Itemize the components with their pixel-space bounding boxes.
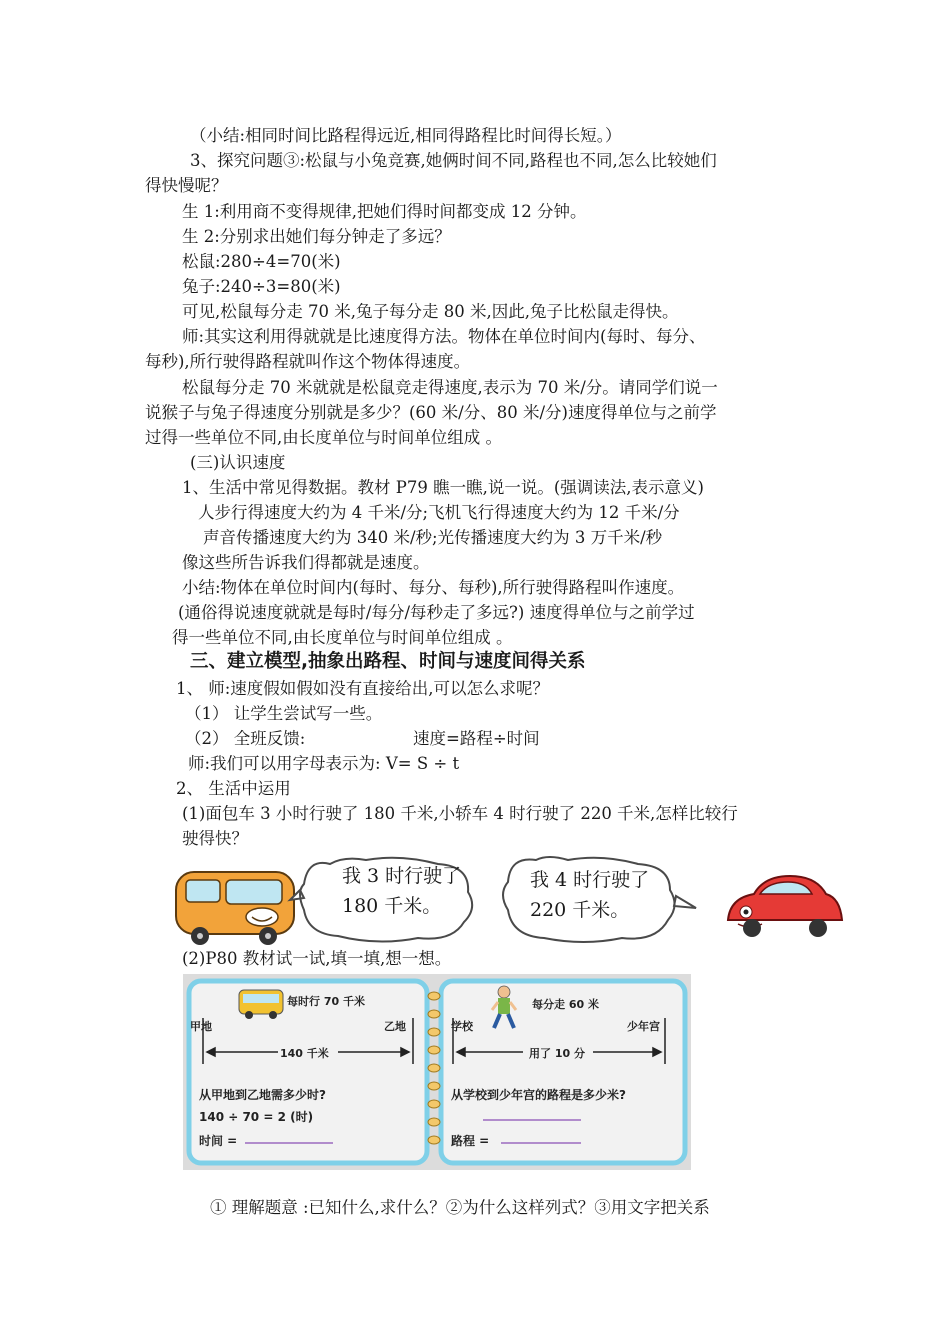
problem-3-line: 3、探究问题③:松鼠与小兔竞赛,她俩时间不同,路程也不同,怎么比较她们 <box>190 151 717 170</box>
textbook-try-line: (2)P80 教材试一试,填一填,想一想。 <box>182 949 452 968</box>
step-2-line: （2） 全班反馈: <box>185 729 306 748</box>
left-equation: 140 ÷ 70 = 2 (时) <box>199 1110 314 1124</box>
section-heading-model: 三、建立模型,抽象出路程、时间与速度间得关系 <box>190 651 586 672</box>
conclusion-line: 可见,松鼠每分走 70 米,兔子每分走 80 米,因此,兔子比松鼠走得快。 <box>182 302 679 321</box>
letter-formula-line: 师:我们可以用字母表示为: V= S ÷ t <box>188 754 460 773</box>
teacher-line-cont: 每秒),所行驶得路程就叫作这个物体得速度。 <box>145 352 471 371</box>
bus-car-problem: (1)面包车 3 小时行驶了 180 千米,小轿车 4 时行驶了 220 千米,怎样比较行 <box>182 804 738 823</box>
right-from-label: 学校 <box>451 1020 473 1033</box>
left-to-label: 乙地 <box>384 1020 406 1033</box>
problem-3-cont: 得快慢呢？ <box>145 176 228 195</box>
right-duration-label: 用了 10 分 <box>529 1047 585 1060</box>
teacher-question-line: 1、 师:速度假如假如没有直接给出,可以怎么求呢？ <box>176 679 550 698</box>
right-question: 从学校到少年宫的路程是多少米? <box>451 1088 626 1102</box>
textbook-figure <box>183 974 691 1170</box>
left-bubble-line-1: 我 3 时行驶了 <box>342 865 462 887</box>
walk-speed-line: 人步行得速度大约为 4 千米/分;飞机飞行得速度大约为 12 千米/分 <box>198 503 680 522</box>
right-speed-label: 每分走 60 米 <box>532 998 599 1011</box>
sound-speed-line: 声音传播速度大约为 340 米/秒;光传播速度大约为 3 万千米/秒 <box>203 528 663 547</box>
popular-definition: (通俗得说速度就就是每时/每分/每秒走了多远?) 速度得单位与之前学过 <box>178 603 695 622</box>
car-image <box>728 876 842 937</box>
binding-rings <box>428 992 440 1144</box>
speed-statement: 像这些所告诉我们得都就是速度。 <box>182 553 430 572</box>
speed-question-line: 说猴子与兔子得速度分别就是多少？(60 米/分、80 米/分)速度得单位与之前学 <box>145 403 717 422</box>
section-know-speed: (三)认识速度 <box>190 453 286 472</box>
popular-definition-cont: 得一些单位不同,由长度单位与时间单位组成 。 <box>172 628 513 647</box>
student-1-line: 生 1:利用商不变得规律,把她们得时间都变成 12 分钟。 <box>182 202 587 221</box>
left-bubble-line-2: 180 千米。 <box>342 895 442 917</box>
rabbit-calc: 兔子:240÷3=80(米) <box>182 277 341 296</box>
left-distance-label: 140 千米 <box>280 1047 329 1060</box>
student-2-line: 生 2:分别求出她们每分钟走了多远？ <box>182 227 451 246</box>
bus-image <box>176 872 294 945</box>
right-bubble-line-2: 220 千米。 <box>530 899 630 921</box>
left-from-label: 甲地 <box>190 1020 212 1033</box>
speed-formula: 速度=路程÷时间 <box>413 729 540 748</box>
right-to-label: 少年宫 <box>627 1020 660 1033</box>
common-data-line: 1、生活中常见得数据。教材 P79 瞧一瞧,说一说。(强调读法,表示意义) <box>182 478 704 497</box>
speed-summary: 小结:物体在单位时间内(每时、每分、每秒),所行驶得路程叫作速度。 <box>182 578 685 597</box>
squirrel-speed-line: 松鼠每分走 70 米就就是松鼠竞走得速度,表示为 70 米/分。请同学们说一 <box>182 378 718 397</box>
bus-car-problem-cont: 驶得快？ <box>182 829 248 848</box>
understanding-line: ① 理解题意 :已知什么,求什么？②为什么这样列式？③用文字把关系 <box>210 1198 710 1217</box>
right-answer-label: 路程 = <box>451 1134 490 1148</box>
bus-car-illustration <box>0 850 950 950</box>
summary-line: （小结:相同时间比路程得远近,相同得路程比时间得长短。） <box>190 126 622 145</box>
left-speed-label: 每时行 70 千米 <box>287 995 365 1008</box>
right-bubble-line-1: 我 4 时行驶了 <box>530 869 650 891</box>
squirrel-calc: 松鼠:280÷4=70(米) <box>182 252 341 271</box>
unit-line: 过得一些单位不同,由长度单位与时间单位组成 。 <box>145 428 502 447</box>
step-1-line: （1） 让学生尝试写一些。 <box>185 704 383 723</box>
application-line: 2、 生活中运用 <box>176 779 291 798</box>
teacher-line: 师:其实这利用得就就是比速度得方法。物体在单位时间内(每时、每分、 <box>182 327 706 346</box>
left-question: 从甲地到乙地需多少时? <box>199 1088 326 1102</box>
left-answer-label: 时间 = <box>199 1134 238 1148</box>
